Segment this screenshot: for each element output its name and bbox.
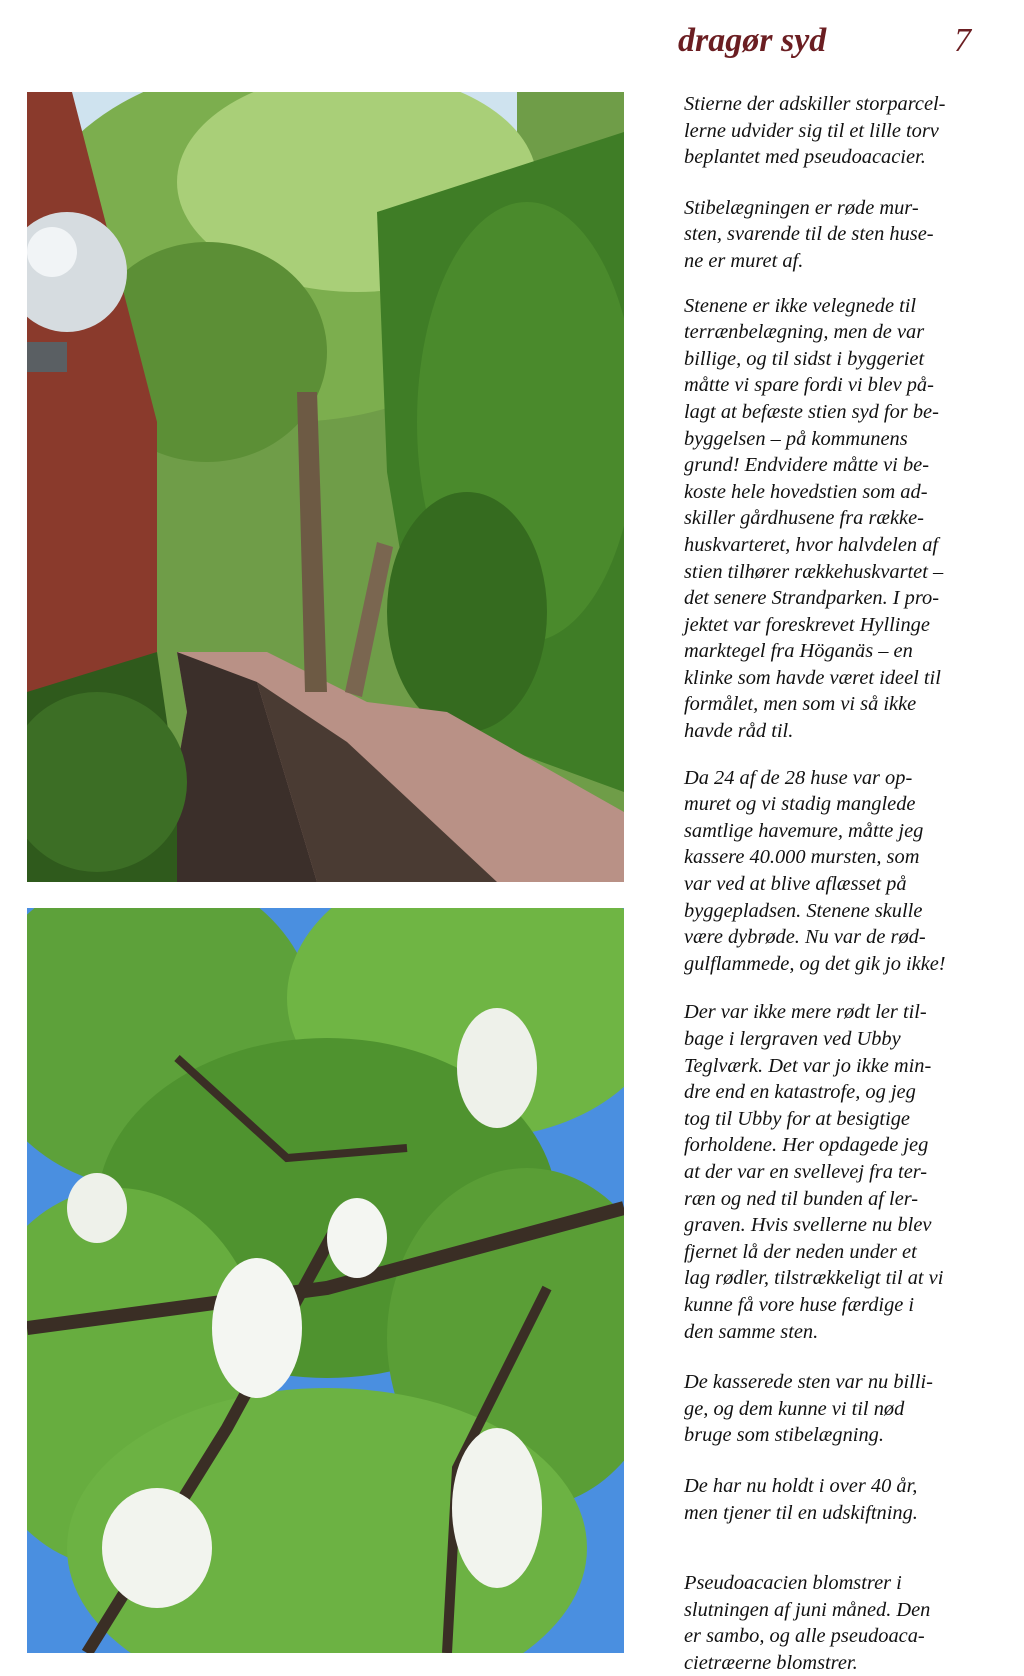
photo-brick-path [27,92,624,882]
article-text [684,91,984,1676]
paragraph: De kasserede sten var nu billi- ge, og dem kunne vi til nød bruge som stibelægning. [684,1371,933,1447]
paragraph: Stibelægningen er røde mur- sten, svarende til de sten huse- ne er muret af. [684,196,934,272]
page-title: dragør syd [678,22,827,59]
photo-flowering-pseudoacacia-illustration [27,908,624,1653]
page-number: 7 [954,22,971,59]
paragraph: De har nu holdt i over 40 år, men tjener til en udskiftning. [684,1474,918,1524]
paragraph: Da 24 af de 28 huse var op- muret og vi stadig manglede samtlige havemure, måtte jeg kassere 40.000 mursten, som var ved at blive aflæsset på byggepladsen. Stenene skulle være dybrøde. Nu var de rød- gulflammede, og det gik jo ikke! [684,766,946,975]
paragraph: Pseudoacacien blomstrer i slutningen af juni måned. Den er sambo, og alle pseudoaca- cietræerne blomstrer. [684,1572,931,1674]
photo-brick-path-illustration [27,92,624,882]
paragraph: Der var ikke mere rødt ler til- bage i lergraven ved Ubby Teglværk. Det var jo ikke min- dre end en katastrofe, og jeg tog til Ubby for at besigtige forholdene. Her opdagede jeg at der var en svellevej fra ter- ræn og ned til bunden af ler- graven. Hvis svellerne nu blev fjernet lå der neden under et lag rødler, tilstrækkeligt til at vi kunne få vore huse færdige i den samme sten. [684,1001,944,1343]
paragraph: Stenene er ikke velegnede til terrænbelægning, men de var billige, og til sidst i byggeriet måtte vi spare fordi vi blev på- lagt at befæste stien syd for be- byggelsen – på kommunens grund! Endvidere måtte vi be- koste hele hovedstien som ad- skiller gårdhusene fra række- huskvarteret, hvor halvdelen af stien tilhører rækkehuskvartet – det senere Strandparken. I pro- jektet var foreskrevet Hyllinge marktegel fra Höganäs – en klinke som havde været ideel til formålet, men som vi så ikke havde råd til. [684,294,944,743]
paragraph: Stierne der adskiller storparcel- lerne udvider sig til et lille torv beplantet med pseudoacacier. [684,93,946,169]
photo-flowering-pseudoacacia [27,908,624,1653]
